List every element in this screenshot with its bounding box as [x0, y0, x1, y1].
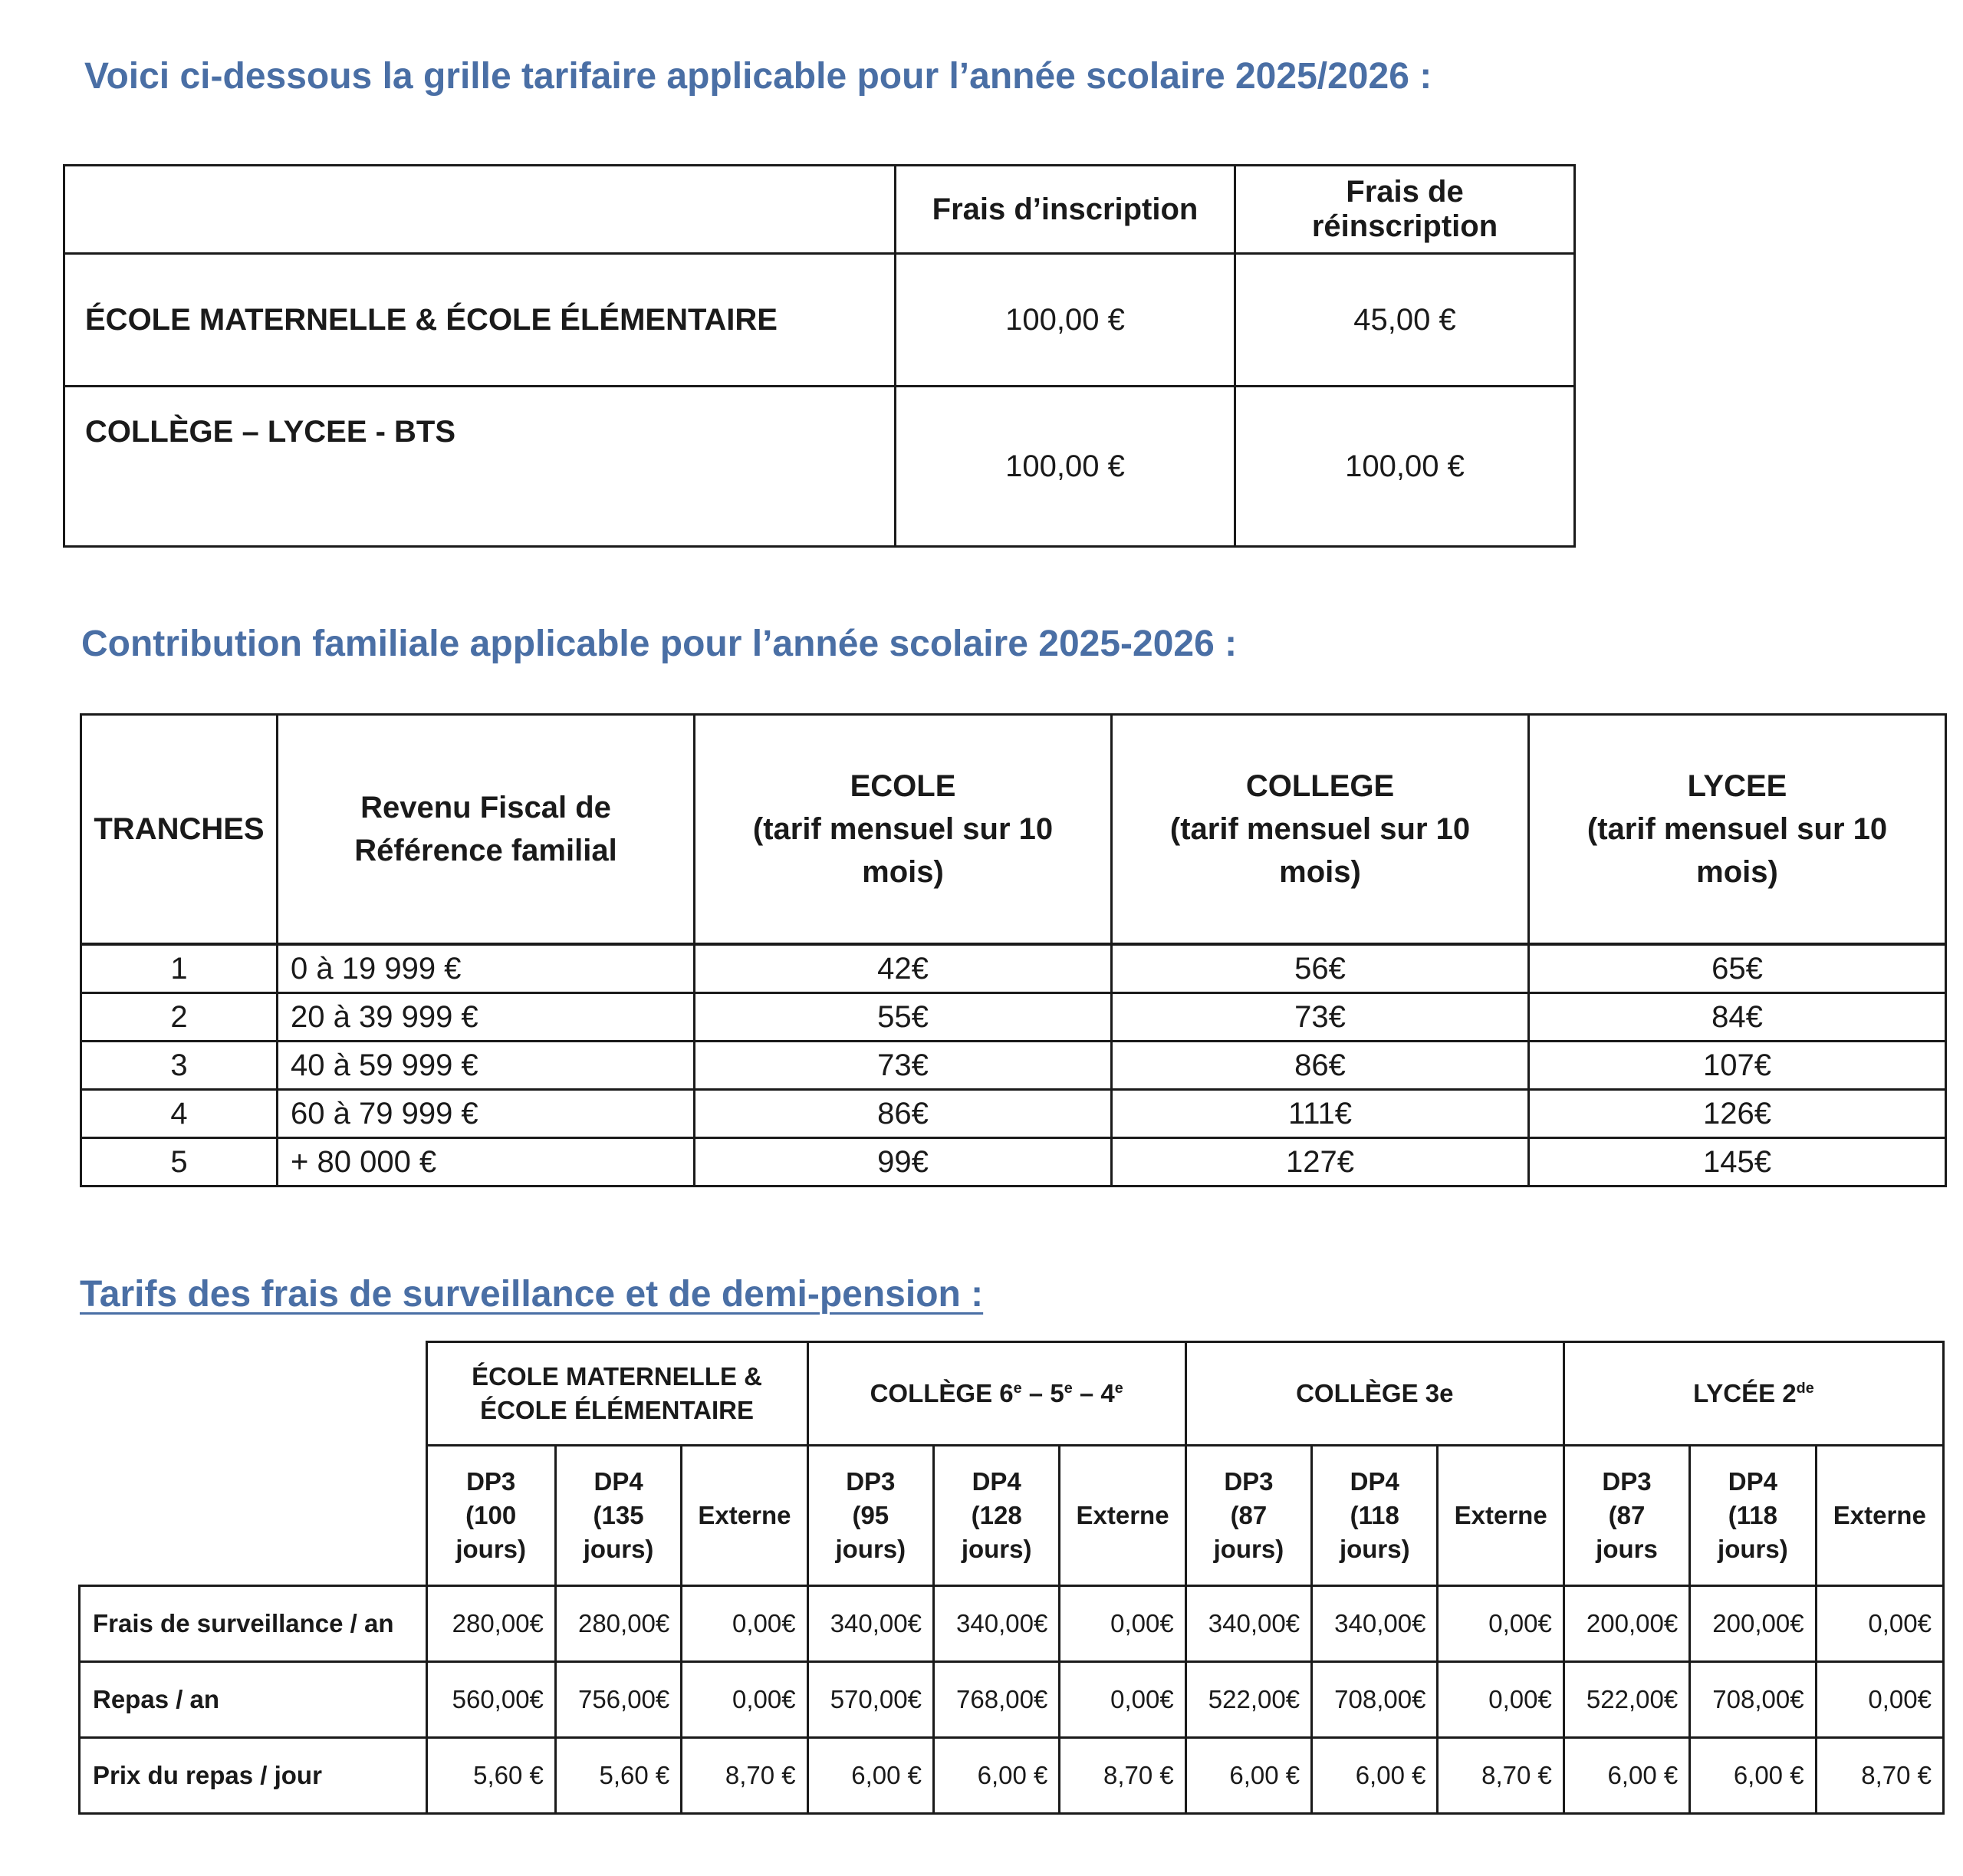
college-cell: 73€ — [1112, 993, 1529, 1042]
subheader-dp3: DP3 (95 jours) — [807, 1446, 933, 1586]
revenu-cell: 20 à 39 999 € — [278, 993, 695, 1042]
header-ecole: ECOLE (tarif mensuel sur 10 mois) — [695, 715, 1112, 945]
lycee-cell: 65€ — [1529, 944, 1946, 993]
lycee-cell: 145€ — [1529, 1138, 1946, 1186]
value-cell: 522,00€ — [1185, 1662, 1311, 1738]
table-row — [81, 944, 1946, 993]
row-label: Repas / an — [80, 1662, 427, 1738]
value-cell: 0,00€ — [1816, 1662, 1943, 1738]
header-lycee: LYCEE (tarif mensuel sur 10 mois) — [1529, 715, 1946, 945]
value-cell: 768,00€ — [933, 1662, 1059, 1738]
header-college: COLLEGE (tarif mensuel sur 10 mois) — [1112, 715, 1529, 945]
subheader-dp4: DP4 (118 jours) — [1690, 1446, 1816, 1586]
group-ecole: ÉCOLE MATERNELLE & ÉCOLE ÉLÉMENTAIRE — [426, 1342, 807, 1446]
ecole-cell: 99€ — [695, 1138, 1112, 1186]
table-header-row — [81, 715, 1946, 945]
value-cell: 200,00€ — [1563, 1586, 1689, 1662]
value-cell: 8,70 € — [1816, 1738, 1943, 1814]
value-cell: 570,00€ — [807, 1662, 933, 1738]
row-label: ÉCOLE MATERNELLE & ÉCOLE ÉLÉMENTAIRE — [64, 254, 896, 387]
revenu-cell: 60 à 79 999 € — [278, 1090, 695, 1138]
row-label: Prix du repas / jour — [80, 1738, 427, 1814]
table-header-row — [64, 166, 1575, 254]
surveillance-demi-pension-table — [78, 1341, 1945, 1815]
lycee-cell: 107€ — [1529, 1042, 1946, 1090]
ecole-cell: 42€ — [695, 944, 1112, 993]
empty-header-cell — [64, 166, 896, 254]
header-tranches: TRANCHES — [81, 715, 278, 945]
lycee-cell: 126€ — [1529, 1090, 1946, 1138]
section1-title: Voici ci-dessous la grille tarifaire applicable pour l’année scolaire 2025/2026 : — [84, 56, 1432, 97]
subheader-dp4: DP4 (135 jours) — [555, 1446, 681, 1586]
value-cell: 340,00€ — [807, 1586, 933, 1662]
value-cell: 6,00 € — [933, 1738, 1059, 1814]
value-cell: 6,00 € — [1563, 1738, 1689, 1814]
value-cell: 522,00€ — [1563, 1662, 1689, 1738]
value-cell: 8,70 € — [1060, 1738, 1185, 1814]
value-cell: 0,00€ — [1816, 1586, 1943, 1662]
subheader-dp3: DP3 (87 jours) — [1185, 1446, 1311, 1586]
subheader-dp4: DP4 (118 jours) — [1312, 1446, 1438, 1586]
value-cell: 0,00€ — [682, 1586, 807, 1662]
value-cell: 0,00€ — [1438, 1662, 1563, 1738]
college-cell: 111€ — [1112, 1090, 1529, 1138]
section2-title: Contribution familiale applicable pour l’année scolaire 2025-2026 : — [81, 624, 1238, 664]
group-college-6-5-4: COLLÈGE 6e – 5e – 4e — [807, 1342, 1185, 1446]
reinscription-value: 100,00 € — [1235, 387, 1575, 547]
header-revenu: Revenu Fiscal de Référence familial — [278, 715, 695, 945]
inscription-value: 100,00 € — [896, 387, 1235, 547]
group-college-3e: COLLÈGE 3e — [1185, 1342, 1563, 1446]
value-cell: 6,00 € — [807, 1738, 933, 1814]
value-cell: 708,00€ — [1312, 1662, 1438, 1738]
inscription-value: 100,00 € — [896, 254, 1235, 387]
ecole-cell: 86€ — [695, 1090, 1112, 1138]
header-reinscription: Frais de réinscription — [1235, 166, 1575, 254]
value-cell: 5,60 € — [555, 1738, 681, 1814]
table-row — [81, 993, 1946, 1042]
ecole-cell: 73€ — [695, 1042, 1112, 1090]
tranche-cell: 4 — [81, 1090, 278, 1138]
table-row — [80, 1738, 1944, 1814]
value-cell: 0,00€ — [1060, 1662, 1185, 1738]
value-cell: 6,00 € — [1185, 1738, 1311, 1814]
table-row — [80, 1662, 1944, 1738]
revenu-cell: + 80 000 € — [278, 1138, 695, 1186]
subheader-externe: Externe — [1816, 1446, 1943, 1586]
lycee-cell: 84€ — [1529, 993, 1946, 1042]
subheader-externe: Externe — [682, 1446, 807, 1586]
value-cell: 708,00€ — [1690, 1662, 1816, 1738]
value-cell: 340,00€ — [1185, 1586, 1311, 1662]
empty-corner-cell — [80, 1342, 427, 1586]
value-cell: 280,00€ — [555, 1586, 681, 1662]
value-cell: 0,00€ — [1060, 1586, 1185, 1662]
value-cell: 0,00€ — [682, 1662, 807, 1738]
value-cell: 6,00 € — [1312, 1738, 1438, 1814]
subheader-dp3: DP3 (100 jours) — [426, 1446, 555, 1586]
subheader-externe: Externe — [1060, 1446, 1185, 1586]
ecole-cell: 55€ — [695, 993, 1112, 1042]
header-inscription: Frais d’inscription — [896, 166, 1235, 254]
value-cell: 340,00€ — [1312, 1586, 1438, 1662]
table-row — [80, 1586, 1944, 1662]
value-cell: 340,00€ — [933, 1586, 1059, 1662]
family-contribution-table — [80, 713, 1947, 1187]
table-row — [64, 387, 1575, 547]
table-row — [81, 1138, 1946, 1186]
reinscription-value: 45,00 € — [1235, 254, 1575, 387]
tranche-cell: 5 — [81, 1138, 278, 1186]
group-lycee-2de: LYCÉE 2de — [1563, 1342, 1943, 1446]
tranche-cell: 2 — [81, 993, 278, 1042]
registration-fees-table — [63, 164, 1576, 548]
value-cell: 8,70 € — [1438, 1738, 1563, 1814]
college-cell: 56€ — [1112, 944, 1529, 993]
value-cell: 8,70 € — [682, 1738, 807, 1814]
row-label: COLLÈGE – LYCEE - BTS — [64, 387, 896, 547]
value-cell: 5,60 € — [426, 1738, 555, 1814]
value-cell: 280,00€ — [426, 1586, 555, 1662]
revenu-cell: 0 à 19 999 € — [278, 944, 695, 993]
group-header-row — [80, 1342, 1944, 1446]
value-cell: 200,00€ — [1690, 1586, 1816, 1662]
value-cell: 560,00€ — [426, 1662, 555, 1738]
college-cell: 127€ — [1112, 1138, 1529, 1186]
value-cell: 756,00€ — [555, 1662, 681, 1738]
value-cell: 6,00 € — [1690, 1738, 1816, 1814]
subheader-dp3: DP3 (87 jours — [1563, 1446, 1689, 1586]
table-row — [64, 254, 1575, 387]
revenu-cell: 40 à 59 999 € — [278, 1042, 695, 1090]
value-cell: 0,00€ — [1438, 1586, 1563, 1662]
subheader-externe: Externe — [1438, 1446, 1563, 1586]
row-label: Frais de surveillance / an — [80, 1586, 427, 1662]
tranche-cell: 1 — [81, 944, 278, 993]
college-cell: 86€ — [1112, 1042, 1529, 1090]
table-row — [81, 1090, 1946, 1138]
tranche-cell: 3 — [81, 1042, 278, 1090]
section3-title: Tarifs des frais de surveillance et de demi-pension : — [80, 1274, 984, 1315]
table-row — [81, 1042, 1946, 1090]
subheader-dp4: DP4 (128 jours) — [933, 1446, 1059, 1586]
